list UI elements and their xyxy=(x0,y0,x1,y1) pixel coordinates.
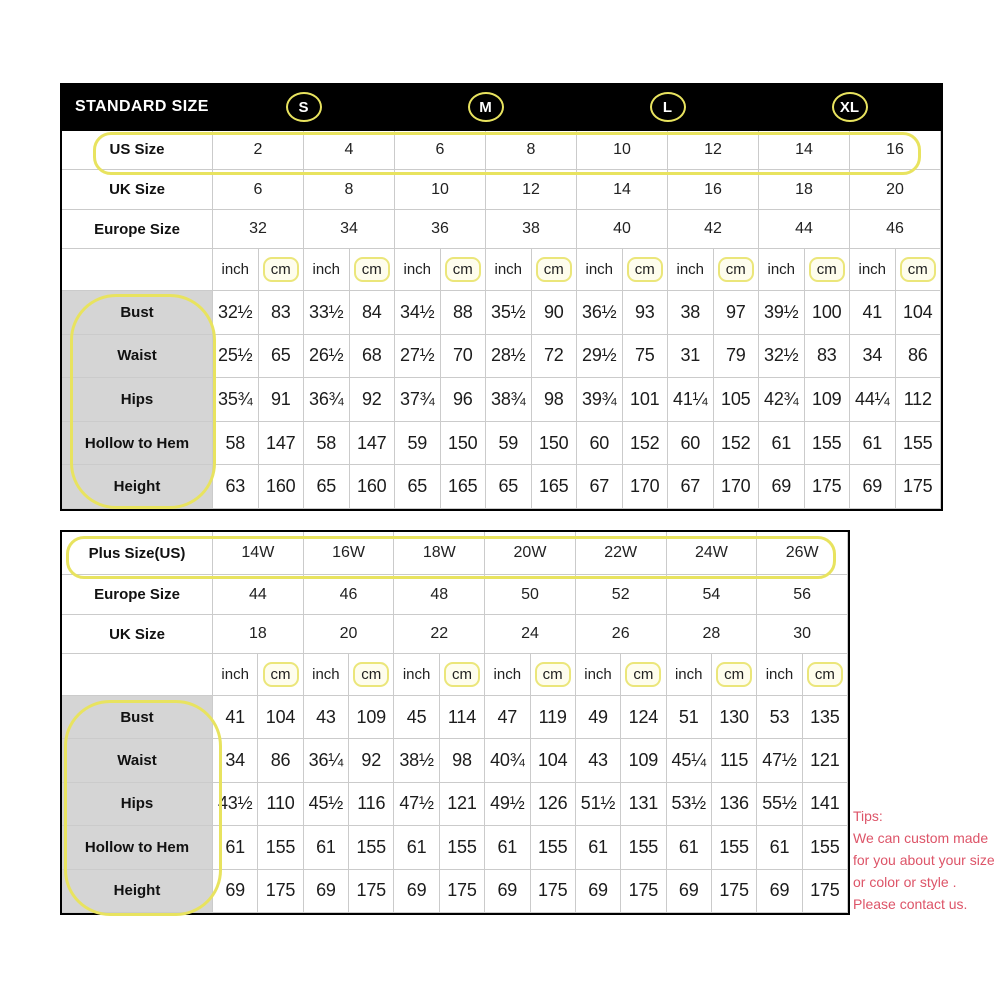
measure-value-cell: 59 xyxy=(395,422,441,466)
measure-value-cell: 42¾ xyxy=(759,378,805,422)
measure-value-cell: 126 xyxy=(531,783,576,826)
measure-value-cell: 65 xyxy=(259,335,305,379)
measure-value-cell: 160 xyxy=(259,465,305,509)
measure-value-cell: 115 xyxy=(712,739,757,782)
measure-value-cell: 67 xyxy=(668,465,714,509)
unit-cm-cell xyxy=(440,654,485,695)
measure-value-cell: 109 xyxy=(805,378,851,422)
measure-value-cell: 28½ xyxy=(486,335,532,379)
row-label-uk-size: UK Size xyxy=(62,170,213,210)
measure-value-cell: 105 xyxy=(714,378,760,422)
cm-highlight-box: cm xyxy=(444,662,480,687)
cm-highlight-box: cm xyxy=(263,662,299,687)
size-value-cell: 44 xyxy=(759,210,850,250)
unit-cm-cell xyxy=(623,249,669,291)
measure-value-cell: 65 xyxy=(486,465,532,509)
measure-value-cell: 61 xyxy=(576,826,621,869)
measure-value-cell: 40¾ xyxy=(485,739,530,782)
measure-value-cell: 155 xyxy=(258,826,303,869)
cm-highlight-box: cm xyxy=(445,257,481,282)
size-value-cell: 20 xyxy=(304,615,395,654)
measure-value-cell: 43 xyxy=(304,696,349,739)
size-value-cell: 50 xyxy=(485,575,576,614)
tips-line: for you about your size xyxy=(853,852,995,868)
row-label-europe-size: Europe Size xyxy=(62,575,213,614)
measure-value-cell: 150 xyxy=(441,422,487,466)
size-value-cell: 8 xyxy=(486,131,577,171)
unit-row-blank xyxy=(62,249,213,291)
unit-inch-label: inch xyxy=(213,654,258,695)
measure-value-cell: 49½ xyxy=(485,783,530,826)
measure-value-cell: 43 xyxy=(576,739,621,782)
unit-inch-label: inch xyxy=(850,249,896,291)
measure-value-cell: 147 xyxy=(259,422,305,466)
size-value-cell: 52 xyxy=(576,575,667,614)
measure-value-cell: 61 xyxy=(850,422,896,466)
measure-value-cell: 43½ xyxy=(213,783,258,826)
size-value-cell: 24 xyxy=(485,615,576,654)
measure-value-cell: 33½ xyxy=(304,291,350,335)
size-value-cell: 16W xyxy=(304,532,395,575)
cm-highlight-box: cm xyxy=(716,662,752,687)
measure-value-cell: 69 xyxy=(576,870,621,913)
measure-value-cell: 86 xyxy=(896,335,942,379)
measure-value-cell: 69 xyxy=(759,465,805,509)
unit-cm-cell xyxy=(531,654,576,695)
measure-value-cell: 45 xyxy=(394,696,439,739)
measure-value-cell: 38½ xyxy=(394,739,439,782)
measure-value-cell: 45¼ xyxy=(667,739,712,782)
unit-cm-cell xyxy=(259,249,305,291)
measure-value-cell: 65 xyxy=(395,465,441,509)
cm-highlight-box: cm xyxy=(535,662,571,687)
unit-cm-cell xyxy=(441,249,487,291)
measure-value-cell: 114 xyxy=(440,696,485,739)
measure-value-cell: 155 xyxy=(896,422,942,466)
measure-value-cell: 86 xyxy=(258,739,303,782)
measure-value-cell: 69 xyxy=(850,465,896,509)
measure-value-cell: 130 xyxy=(712,696,757,739)
measure-value-cell: 61 xyxy=(485,826,530,869)
measure-value-cell: 69 xyxy=(304,870,349,913)
size-value-cell: 34 xyxy=(304,210,395,250)
measure-value-cell: 31 xyxy=(668,335,714,379)
unit-cm-cell xyxy=(350,249,396,291)
measure-value-cell: 112 xyxy=(896,378,942,422)
measure-value-cell: 61 xyxy=(304,826,349,869)
measure-value-cell: 63 xyxy=(213,465,259,509)
unit-cm-cell xyxy=(896,249,942,291)
measure-value-cell: 45½ xyxy=(304,783,349,826)
measure-value-cell: 67 xyxy=(577,465,623,509)
measure-value-cell: 61 xyxy=(667,826,712,869)
measure-value-cell: 110 xyxy=(258,783,303,826)
unit-cm-cell xyxy=(258,654,303,695)
measure-value-cell: 83 xyxy=(259,291,305,335)
unit-inch-label: inch xyxy=(667,654,712,695)
size-value-cell: 24W xyxy=(667,532,758,575)
measure-value-cell: 61 xyxy=(394,826,439,869)
row-label-europe-size: Europe Size xyxy=(62,210,213,250)
measure-value-cell: 36¾ xyxy=(304,378,350,422)
measure-value-cell: 135 xyxy=(803,696,848,739)
size-value-cell: 54 xyxy=(667,575,758,614)
measure-value-cell: 51 xyxy=(667,696,712,739)
measure-value-cell: 47½ xyxy=(757,739,802,782)
unit-inch-label: inch xyxy=(757,654,802,695)
measure-label-hollow-to-hem: Hollow to Hem xyxy=(62,826,213,869)
measure-value-cell: 101 xyxy=(623,378,669,422)
measure-value-cell: 49 xyxy=(576,696,621,739)
measure-value-cell: 155 xyxy=(803,826,848,869)
size-value-cell: 18W xyxy=(394,532,485,575)
size-value-cell: 4 xyxy=(304,131,395,171)
measure-value-cell: 72 xyxy=(532,335,578,379)
cm-highlight-box: cm xyxy=(809,257,845,282)
measure-value-cell: 96 xyxy=(441,378,487,422)
measure-value-cell: 69 xyxy=(213,870,258,913)
size-value-cell: 18 xyxy=(213,615,304,654)
measure-value-cell: 34 xyxy=(213,739,258,782)
measure-value-cell: 165 xyxy=(441,465,487,509)
measure-value-cell: 60 xyxy=(577,422,623,466)
measure-value-cell: 152 xyxy=(623,422,669,466)
unit-cm-cell xyxy=(714,249,760,291)
measure-value-cell: 53½ xyxy=(667,783,712,826)
size-group-ellipse-l: L xyxy=(650,92,686,122)
measure-value-cell: 35½ xyxy=(486,291,532,335)
measure-value-cell: 34½ xyxy=(395,291,441,335)
measure-value-cell: 98 xyxy=(532,378,578,422)
measure-value-cell: 58 xyxy=(213,422,259,466)
measure-value-cell: 51½ xyxy=(576,783,621,826)
standard-size-grid xyxy=(62,85,941,509)
measure-value-cell: 35¾ xyxy=(213,378,259,422)
size-value-cell: 12 xyxy=(486,170,577,210)
size-value-cell: 40 xyxy=(577,210,668,250)
measure-value-cell: 175 xyxy=(258,870,303,913)
tips-line: or color or style . xyxy=(853,874,957,890)
size-value-cell: 32 xyxy=(213,210,304,250)
tips-note xyxy=(853,805,999,915)
measure-value-cell: 41¼ xyxy=(668,378,714,422)
measure-value-cell: 38 xyxy=(668,291,714,335)
measure-value-cell: 61 xyxy=(759,422,805,466)
measure-value-cell: 170 xyxy=(623,465,669,509)
measure-value-cell: 25½ xyxy=(213,335,259,379)
measure-value-cell: 160 xyxy=(350,465,396,509)
measure-value-cell: 147 xyxy=(350,422,396,466)
measure-value-cell: 69 xyxy=(394,870,439,913)
measure-value-cell: 83 xyxy=(805,335,851,379)
measure-value-cell: 69 xyxy=(757,870,802,913)
measure-value-cell: 36¼ xyxy=(304,739,349,782)
size-group-m xyxy=(395,85,577,131)
size-value-cell: 46 xyxy=(850,210,941,250)
unit-inch-label: inch xyxy=(394,654,439,695)
size-group-ellipse-m: M xyxy=(468,92,504,122)
measure-label-hips: Hips xyxy=(62,378,213,422)
measure-value-cell: 92 xyxy=(350,378,396,422)
size-value-cell: 6 xyxy=(395,131,486,171)
size-value-cell: 16 xyxy=(850,131,941,171)
measure-value-cell: 175 xyxy=(896,465,942,509)
measure-value-cell: 98 xyxy=(440,739,485,782)
measure-value-cell: 84 xyxy=(350,291,396,335)
unit-inch-label: inch xyxy=(395,249,441,291)
measure-value-cell: 155 xyxy=(349,826,394,869)
measure-value-cell: 53 xyxy=(757,696,802,739)
plus-size-table xyxy=(60,530,850,915)
measure-value-cell: 155 xyxy=(531,826,576,869)
measure-value-cell: 121 xyxy=(803,739,848,782)
measure-label-bust: Bust xyxy=(62,696,213,739)
size-value-cell: 36 xyxy=(395,210,486,250)
cm-highlight-box: cm xyxy=(354,257,390,282)
measure-value-cell: 79 xyxy=(714,335,760,379)
measure-value-cell: 155 xyxy=(440,826,485,869)
plus-size-grid xyxy=(62,532,848,913)
unit-inch-label: inch xyxy=(304,249,350,291)
measure-label-height: Height xyxy=(62,870,213,913)
measure-value-cell: 32½ xyxy=(213,291,259,335)
size-value-cell: 2 xyxy=(213,131,304,171)
measure-label-height: Height xyxy=(62,465,213,509)
measure-value-cell: 58 xyxy=(304,422,350,466)
size-value-cell: 38 xyxy=(486,210,577,250)
measure-value-cell: 104 xyxy=(896,291,942,335)
size-value-cell: 10 xyxy=(577,131,668,171)
measure-label-waist: Waist xyxy=(62,335,213,379)
measure-value-cell: 29½ xyxy=(577,335,623,379)
measure-label-hollow-to-hem: Hollow to Hem xyxy=(62,422,213,466)
measure-label-hips: Hips xyxy=(62,783,213,826)
size-value-cell: 22 xyxy=(394,615,485,654)
measure-value-cell: 155 xyxy=(621,826,666,869)
size-value-cell: 42 xyxy=(668,210,759,250)
measure-value-cell: 37¾ xyxy=(395,378,441,422)
measure-value-cell: 175 xyxy=(440,870,485,913)
measure-value-cell: 26½ xyxy=(304,335,350,379)
row-label-plus-size-us: Plus Size(US) xyxy=(62,532,213,575)
size-value-cell: 30 xyxy=(757,615,848,654)
unit-inch-label: inch xyxy=(759,249,805,291)
measure-value-cell: 165 xyxy=(532,465,578,509)
measure-value-cell: 34 xyxy=(850,335,896,379)
unit-inch-label: inch xyxy=(213,249,259,291)
size-group-ellipse-xl: XL xyxy=(832,92,868,122)
measure-value-cell: 131 xyxy=(621,783,666,826)
unit-inch-label: inch xyxy=(668,249,714,291)
measure-value-cell: 109 xyxy=(621,739,666,782)
size-value-cell: 48 xyxy=(394,575,485,614)
unit-cm-cell xyxy=(712,654,757,695)
cm-highlight-box: cm xyxy=(536,257,572,282)
measure-value-cell: 155 xyxy=(805,422,851,466)
measure-value-cell: 93 xyxy=(623,291,669,335)
measure-value-cell: 104 xyxy=(531,739,576,782)
size-value-cell: 16 xyxy=(668,170,759,210)
unit-inch-label: inch xyxy=(486,249,532,291)
unit-inch-label: inch xyxy=(485,654,530,695)
measure-value-cell: 119 xyxy=(531,696,576,739)
cm-highlight-box: cm xyxy=(625,662,661,687)
cm-highlight-box: cm xyxy=(807,662,843,687)
measure-value-cell: 175 xyxy=(712,870,757,913)
measure-value-cell: 75 xyxy=(623,335,669,379)
size-value-cell: 46 xyxy=(304,575,395,614)
measure-value-cell: 36½ xyxy=(577,291,623,335)
unit-inch-label: inch xyxy=(577,249,623,291)
cm-highlight-box: cm xyxy=(263,257,299,282)
size-value-cell: 26 xyxy=(576,615,667,654)
measure-value-cell: 38¾ xyxy=(486,378,532,422)
measure-value-cell: 124 xyxy=(621,696,666,739)
standard-size-table xyxy=(60,83,943,511)
measure-value-cell: 175 xyxy=(803,870,848,913)
measure-value-cell: 41 xyxy=(850,291,896,335)
measure-value-cell: 69 xyxy=(485,870,530,913)
measure-label-bust: Bust xyxy=(62,291,213,335)
measure-value-cell: 68 xyxy=(350,335,396,379)
size-value-cell: 28 xyxy=(667,615,758,654)
size-group-xl xyxy=(759,85,941,131)
measure-value-cell: 65 xyxy=(304,465,350,509)
measure-value-cell: 175 xyxy=(349,870,394,913)
measure-value-cell: 116 xyxy=(349,783,394,826)
size-value-cell: 20W xyxy=(485,532,576,575)
size-value-cell: 26W xyxy=(757,532,848,575)
tips-line: Please contact us. xyxy=(853,896,968,912)
cm-highlight-box: cm xyxy=(900,257,936,282)
size-value-cell: 6 xyxy=(213,170,304,210)
measure-value-cell: 104 xyxy=(258,696,303,739)
measure-value-cell: 136 xyxy=(712,783,757,826)
measure-value-cell: 175 xyxy=(531,870,576,913)
unit-row-blank xyxy=(62,654,213,695)
measure-value-cell: 39½ xyxy=(759,291,805,335)
size-group-l xyxy=(577,85,759,131)
measure-value-cell: 47½ xyxy=(394,783,439,826)
measure-label-waist: Waist xyxy=(62,739,213,782)
cm-highlight-box: cm xyxy=(353,662,389,687)
size-value-cell: 14W xyxy=(213,532,304,575)
measure-value-cell: 55½ xyxy=(757,783,802,826)
unit-cm-cell xyxy=(803,654,848,695)
size-value-cell: 14 xyxy=(577,170,668,210)
measure-value-cell: 90 xyxy=(532,291,578,335)
measure-value-cell: 69 xyxy=(667,870,712,913)
measure-value-cell: 121 xyxy=(440,783,485,826)
unit-inch-label: inch xyxy=(576,654,621,695)
measure-value-cell: 41 xyxy=(213,696,258,739)
measure-value-cell: 155 xyxy=(712,826,757,869)
measure-value-cell: 61 xyxy=(757,826,802,869)
measure-value-cell: 60 xyxy=(668,422,714,466)
size-value-cell: 14 xyxy=(759,131,850,171)
measure-value-cell: 27½ xyxy=(395,335,441,379)
size-value-cell: 12 xyxy=(668,131,759,171)
measure-value-cell: 100 xyxy=(805,291,851,335)
size-value-cell: 44 xyxy=(213,575,304,614)
size-value-cell: 56 xyxy=(757,575,848,614)
row-label-us-size: US Size xyxy=(62,131,213,171)
size-value-cell: 18 xyxy=(759,170,850,210)
unit-cm-cell xyxy=(349,654,394,695)
size-value-cell: 10 xyxy=(395,170,486,210)
measure-value-cell: 109 xyxy=(349,696,394,739)
size-group-ellipse-s: S xyxy=(286,92,322,122)
unit-cm-cell xyxy=(621,654,666,695)
measure-value-cell: 141 xyxy=(803,783,848,826)
measure-value-cell: 88 xyxy=(441,291,487,335)
unit-cm-cell xyxy=(805,249,851,291)
measure-value-cell: 170 xyxy=(714,465,760,509)
measure-value-cell: 150 xyxy=(532,422,578,466)
measure-value-cell: 61 xyxy=(213,826,258,869)
unit-inch-label: inch xyxy=(304,654,349,695)
measure-value-cell: 175 xyxy=(805,465,851,509)
measure-value-cell: 59 xyxy=(486,422,532,466)
standard-size-title: STANDARD SIZE xyxy=(62,85,213,131)
size-group-s xyxy=(213,85,395,131)
measure-value-cell: 92 xyxy=(349,739,394,782)
unit-cm-cell xyxy=(532,249,578,291)
measure-value-cell: 152 xyxy=(714,422,760,466)
tips-line: We can custom made xyxy=(853,830,989,846)
measure-value-cell: 91 xyxy=(259,378,305,422)
measure-value-cell: 39¾ xyxy=(577,378,623,422)
tips-title: Tips: xyxy=(853,808,883,824)
cm-highlight-box: cm xyxy=(627,257,663,282)
measure-value-cell: 97 xyxy=(714,291,760,335)
row-label-uk-size: UK Size xyxy=(62,615,213,654)
measure-value-cell: 70 xyxy=(441,335,487,379)
measure-value-cell: 44¼ xyxy=(850,378,896,422)
size-value-cell: 20 xyxy=(850,170,941,210)
size-value-cell: 22W xyxy=(576,532,667,575)
cm-highlight-box: cm xyxy=(718,257,754,282)
measure-value-cell: 47 xyxy=(485,696,530,739)
measure-value-cell: 32½ xyxy=(759,335,805,379)
measure-value-cell: 175 xyxy=(621,870,666,913)
size-value-cell: 8 xyxy=(304,170,395,210)
